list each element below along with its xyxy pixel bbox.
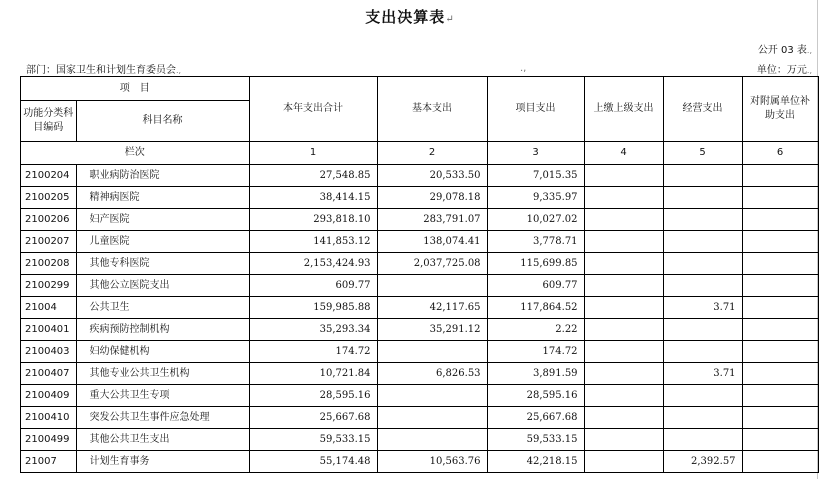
- cell-subsidy: [742, 187, 818, 209]
- cell-project: 174.72: [487, 341, 584, 363]
- column-label: 栏次: [21, 142, 250, 165]
- expenditure-table: [20, 76, 819, 473]
- cell-operating: [663, 319, 742, 341]
- table-row: [21, 429, 819, 451]
- cell-upper: [584, 209, 663, 231]
- department-label: 部门：国家卫生和计划生育委员会.,: [26, 65, 182, 76]
- func-code-header: 功能分类科目编码: [21, 101, 77, 142]
- unit-label: 单位：万元.,: [756, 65, 812, 76]
- cell-code: 2100206: [21, 209, 77, 231]
- cell-total: 38,414.15: [249, 187, 377, 209]
- cell-code: 2100208: [21, 253, 77, 275]
- cell-name: 计划生育事务: [76, 451, 249, 473]
- cell-subsidy: [742, 209, 818, 231]
- cell-project: 9,335.97: [487, 187, 584, 209]
- col-index-5: 5: [663, 142, 742, 165]
- upper-header: 上缴上级支出: [584, 77, 663, 142]
- cell-total: 25,667.68: [249, 407, 377, 429]
- cell-total: 159,985.88: [249, 297, 377, 319]
- operating-header: 经营支出: [663, 77, 742, 142]
- cell-project: 609.77: [487, 275, 584, 297]
- subsidy-header: 对附属单位补助支出: [742, 77, 818, 142]
- cell-upper: [584, 385, 663, 407]
- cell-total: 35,293.34: [249, 319, 377, 341]
- cell-project: 3,778.71: [487, 231, 584, 253]
- col-index-1: 1: [249, 142, 377, 165]
- cell-subsidy: [742, 407, 818, 429]
- cell-total: 27,548.85: [249, 165, 377, 187]
- cell-code: 2100499: [21, 429, 77, 451]
- cell-total: 10,721.84: [249, 363, 377, 385]
- table-body: [21, 165, 819, 473]
- cell-basic: [377, 407, 487, 429]
- cell-upper: [584, 165, 663, 187]
- cell-subsidy: [742, 297, 818, 319]
- table-row: [21, 187, 819, 209]
- table-row: [21, 231, 819, 253]
- cell-project: 3,891.59: [487, 363, 584, 385]
- cell-subsidy: [742, 451, 818, 473]
- cell-project: 59,533.15: [487, 429, 584, 451]
- cell-subsidy: [742, 253, 818, 275]
- cell-subsidy: [742, 231, 818, 253]
- cell-name: 疾病预防控制机构: [76, 319, 249, 341]
- col-index-6: 6: [742, 142, 818, 165]
- table-row: [21, 385, 819, 407]
- cell-name: 其他专科医院: [76, 253, 249, 275]
- subject-name-header: 科目名称: [76, 101, 249, 142]
- cell-basic: [377, 275, 487, 297]
- table-row: [21, 253, 819, 275]
- cell-operating: [663, 165, 742, 187]
- form-number: 公开 03 表.,: [757, 45, 812, 56]
- cell-basic: 6,826.53: [377, 363, 487, 385]
- total-header: 本年支出合计: [249, 77, 377, 142]
- cell-subsidy: [742, 165, 818, 187]
- cell-project: 42,218.15: [487, 451, 584, 473]
- table-row: [21, 341, 819, 363]
- cell-name: 职业病防治医院: [76, 165, 249, 187]
- cell-project: 115,699.85: [487, 253, 584, 275]
- cell-operating: [663, 209, 742, 231]
- table-row: [21, 275, 819, 297]
- cell-code: 21007: [21, 451, 77, 473]
- cell-upper: [584, 451, 663, 473]
- col-index-2: 2: [377, 142, 487, 165]
- cell-name: 重大公共卫生专项: [76, 385, 249, 407]
- cell-name: 妇产医院: [76, 209, 249, 231]
- cell-total: 59,533.15: [249, 429, 377, 451]
- cell-operating: [663, 231, 742, 253]
- cell-basic: 35,291.12: [377, 319, 487, 341]
- col-index-3: 3: [487, 142, 584, 165]
- cell-name: 突发公共卫生事件应急处理: [76, 407, 249, 429]
- cell-subsidy: [742, 429, 818, 451]
- cell-operating: [663, 187, 742, 209]
- cell-basic: [377, 385, 487, 407]
- basic-header: 基本支出: [377, 77, 487, 142]
- cell-project: 28,595.16: [487, 385, 584, 407]
- cell-operating: [663, 275, 742, 297]
- cell-upper: [584, 297, 663, 319]
- cell-operating: 3.71: [663, 297, 742, 319]
- cell-project: 2.22: [487, 319, 584, 341]
- cell-upper: [584, 429, 663, 451]
- cell-project: 10,027.02: [487, 209, 584, 231]
- cell-operating: 3.71: [663, 363, 742, 385]
- table-row: [21, 297, 819, 319]
- cell-subsidy: [742, 319, 818, 341]
- cell-name: 精神病医院: [76, 187, 249, 209]
- cell-project: 25,667.68: [487, 407, 584, 429]
- cell-basic: 42,117.65: [377, 297, 487, 319]
- cell-code: 2100204: [21, 165, 77, 187]
- cell-total: 174.72: [249, 341, 377, 363]
- cell-total: 609.77: [249, 275, 377, 297]
- cell-basic: [377, 341, 487, 363]
- cell-upper: [584, 407, 663, 429]
- cell-name: 妇幼保健机构: [76, 341, 249, 363]
- table-row: [21, 407, 819, 429]
- cell-project: 7,015.35: [487, 165, 584, 187]
- cell-total: 293,818.10: [249, 209, 377, 231]
- cell-code: 21004: [21, 297, 77, 319]
- cell-basic: 10,563.76: [377, 451, 487, 473]
- column-index-row: [21, 142, 819, 165]
- cell-operating: [663, 341, 742, 363]
- table-header: [21, 77, 819, 165]
- item-header: 项 目: [21, 77, 250, 101]
- cell-subsidy: [742, 363, 818, 385]
- cell-operating: [663, 385, 742, 407]
- cell-total: 28,595.16: [249, 385, 377, 407]
- cell-upper: [584, 253, 663, 275]
- cell-code: 2100410: [21, 407, 77, 429]
- cell-basic: 29,078.18: [377, 187, 487, 209]
- cell-upper: [584, 341, 663, 363]
- cell-code: 2100401: [21, 319, 77, 341]
- table-row: [21, 165, 819, 187]
- cell-name: 儿童医院: [76, 231, 249, 253]
- cell-name: 其他公立医院支出: [76, 275, 249, 297]
- cell-total: 141,853.12: [249, 231, 377, 253]
- cell-upper: [584, 363, 663, 385]
- cell-code: 2100299: [21, 275, 77, 297]
- cell-code: 2100207: [21, 231, 77, 253]
- cell-upper: [584, 187, 663, 209]
- cell-basic: [377, 429, 487, 451]
- cell-total: 2,153,424.93: [249, 253, 377, 275]
- project-header: 项目支出: [487, 77, 584, 142]
- table-row: [21, 451, 819, 473]
- cell-basic: 283,791.07: [377, 209, 487, 231]
- cell-subsidy: [742, 385, 818, 407]
- cell-basic: 138,074.41: [377, 231, 487, 253]
- table-row: [21, 319, 819, 341]
- cell-name: 其他专业公共卫生机构: [76, 363, 249, 385]
- cell-name: 公共卫生: [76, 297, 249, 319]
- paragraph-mark: .,: [520, 63, 527, 74]
- col-index-4: 4: [584, 142, 663, 165]
- cell-code: 2100205: [21, 187, 77, 209]
- cell-subsidy: [742, 275, 818, 297]
- cell-upper: [584, 275, 663, 297]
- cell-basic: 20,533.50: [377, 165, 487, 187]
- report-title: 支出决算表↵: [365, 8, 455, 26]
- cell-operating: 2,392.57: [663, 451, 742, 473]
- cell-code: 2100403: [21, 341, 77, 363]
- cell-subsidy: [742, 341, 818, 363]
- cell-upper: [584, 319, 663, 341]
- cell-code: 2100409: [21, 385, 77, 407]
- cell-upper: [584, 231, 663, 253]
- cell-total: 55,174.48: [249, 451, 377, 473]
- cell-operating: [663, 429, 742, 451]
- table-row: [21, 209, 819, 231]
- table-row: [21, 363, 819, 385]
- cell-basic: 2,037,725.08: [377, 253, 487, 275]
- cell-operating: [663, 253, 742, 275]
- cell-name: 其他公共卫生支出: [76, 429, 249, 451]
- cell-code: 2100407: [21, 363, 77, 385]
- cell-project: 117,864.52: [487, 297, 584, 319]
- cell-operating: [663, 407, 742, 429]
